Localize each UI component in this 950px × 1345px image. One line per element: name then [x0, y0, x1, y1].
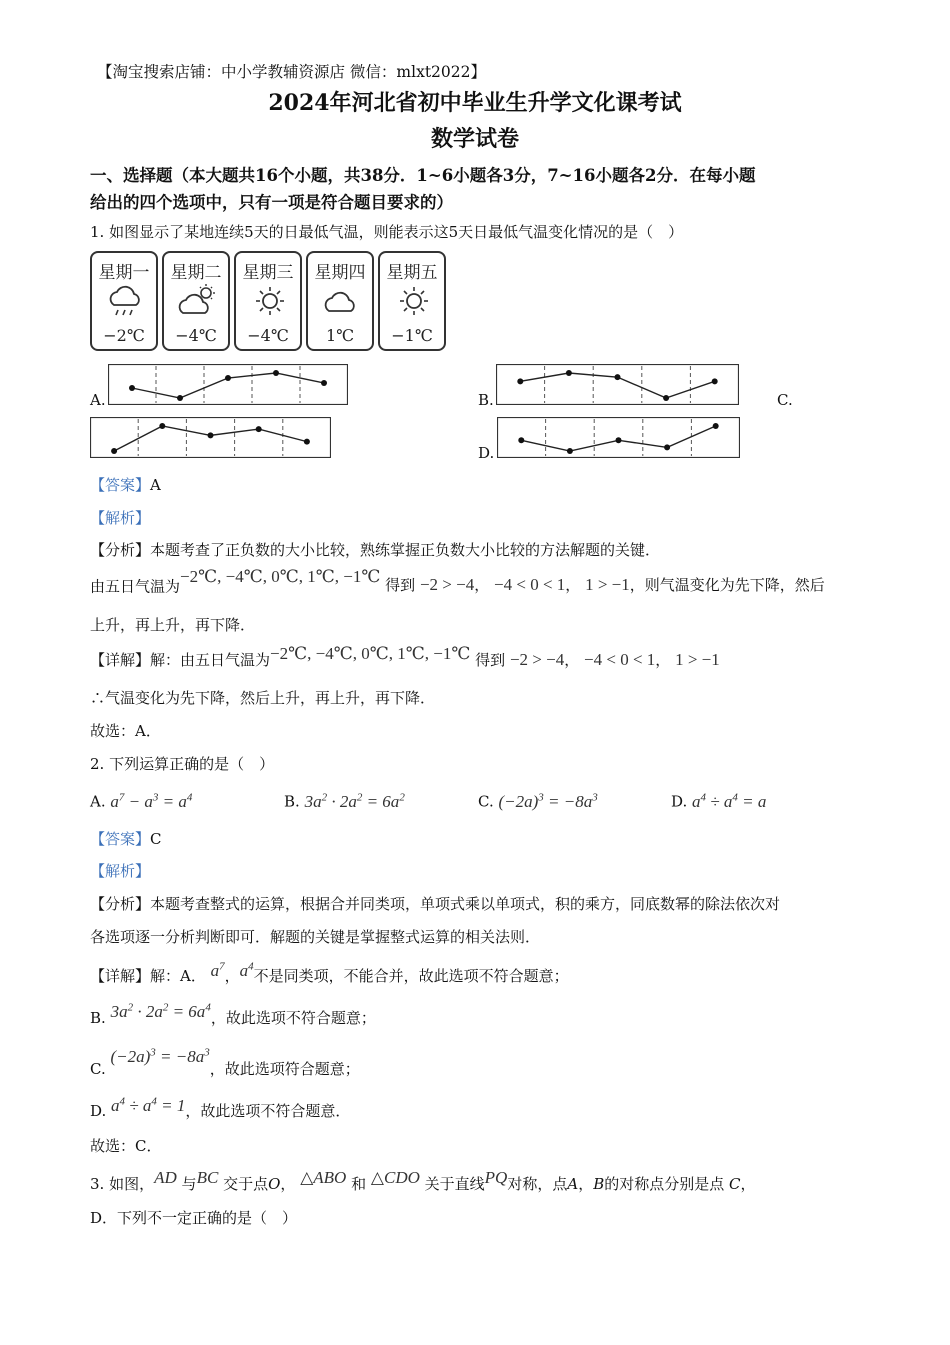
- q1-xiangjie: [90, 644, 720, 670]
- q1-option-d-label: D.: [478, 444, 495, 462]
- cloud-icon: [322, 283, 362, 319]
- text: 和: [351, 1175, 367, 1193]
- q1-option-b-label: B.: [478, 391, 494, 409]
- sun-icon: [250, 283, 290, 319]
- chart-point: [321, 380, 327, 386]
- chart-point: [518, 437, 524, 443]
- ineq-3: 1 > −1: [675, 650, 720, 669]
- chart-point: [177, 395, 183, 401]
- q2-xiangjie-b: [90, 1001, 376, 1028]
- q2-stem: 2. 下列运算正确的是（ ）: [90, 755, 275, 773]
- text: 解：由五日气温为: [150, 651, 271, 669]
- q1-option-a-label: A.: [90, 391, 106, 409]
- card-day: 星期一: [98, 263, 150, 283]
- text: 与: [181, 1175, 197, 1193]
- answer-tag: 【答案】: [90, 830, 151, 848]
- q1-option-a-chart: [108, 364, 348, 405]
- text: ，: [280, 1175, 296, 1193]
- text: 对称，点: [507, 1175, 568, 1193]
- card-day: 星期三: [242, 263, 294, 283]
- chart-point: [208, 432, 214, 438]
- ineq-1: −2 > −4: [509, 650, 565, 669]
- text: 由五日气温为: [90, 577, 181, 596]
- text: ，: [740, 1175, 756, 1193]
- chart-frame: [109, 365, 348, 405]
- q1-choose: 故选：A．: [90, 722, 161, 740]
- text: 的对称点分别是点: [604, 1175, 725, 1193]
- chart-point: [517, 378, 523, 384]
- q1-reason-line1: [90, 567, 825, 597]
- answer-tag: 【答案】: [90, 476, 151, 494]
- segment-ad: AD: [154, 1168, 177, 1187]
- triangle-cdo: △CDO: [370, 1168, 420, 1187]
- q3-stem-line1: [90, 1168, 756, 1194]
- chart-point: [566, 370, 572, 376]
- text: 交于点: [223, 1175, 269, 1193]
- card-temp: −1℃: [391, 326, 433, 345]
- comma: ，: [565, 576, 581, 594]
- point-o: O: [268, 1175, 281, 1193]
- ineq-3: 1 > −1: [585, 575, 630, 594]
- option-label: A.: [90, 792, 106, 811]
- chart-frame: [497, 365, 739, 405]
- option-label: B.: [284, 792, 300, 811]
- expr-a: $a^7 - a^3 = a^4$: [110, 791, 193, 811]
- chart-point: [663, 395, 669, 401]
- q2-analysis-tag: 【解析】: [90, 862, 151, 880]
- chart-point: [273, 370, 279, 376]
- card-temp: −4℃: [175, 326, 217, 345]
- text: ，: [578, 1175, 594, 1193]
- chart-point: [712, 378, 718, 384]
- weather-card-mon: [90, 251, 158, 351]
- q1-conclusion: ∴气温变化为先下降，然后上升，再上升，再下降．: [90, 689, 436, 707]
- q1-option-d-chart: [497, 417, 740, 458]
- comma: ，: [564, 651, 580, 669]
- option-label: B.: [90, 1009, 106, 1027]
- weather-card-tue: [162, 251, 230, 351]
- option-label: C.: [478, 792, 494, 811]
- ineq-2: −4 < 0 < 1: [584, 650, 656, 669]
- card-temp: −4℃: [247, 326, 289, 345]
- fenxi-tag: 【分析】: [90, 895, 151, 913]
- text: 不是同类项，不能合并，故此选项不符合题意；: [253, 967, 569, 985]
- q2-option-c: [478, 791, 598, 812]
- q2-choose: 故选：C．: [90, 1137, 162, 1155]
- q1-option-b-chart: [496, 364, 739, 405]
- card-day: 星期二: [170, 263, 222, 283]
- text: ，故此选项符合题意；: [209, 1060, 360, 1078]
- xiangjie-tag: 【详解】: [90, 967, 151, 985]
- card-temp: 1℃: [325, 326, 355, 345]
- exam-title: 2024年河北省初中毕业生升学文化课考试: [268, 90, 682, 116]
- weather-card-fri: [378, 251, 446, 351]
- answer-value: A: [150, 476, 161, 494]
- q1-fenxi: [90, 539, 660, 560]
- chart-point: [664, 444, 670, 450]
- text: ，故此选项不符合题意．: [185, 1102, 351, 1120]
- fenxi-text: 本题考查了正负数的大小比较，熟练掌握正负数大小比较的方法解题的关键．: [150, 541, 661, 559]
- q2-option-b: [284, 791, 405, 812]
- chart-point: [129, 385, 135, 391]
- q2-option-a: [90, 791, 192, 812]
- text: 3. 如图，: [90, 1175, 155, 1193]
- exam-subtitle: 数学试卷: [430, 126, 519, 152]
- q1-analysis-tag: 【解析】: [90, 509, 151, 527]
- expr-b: $3a^2 \cdot 2a^2 = 6a^2$: [304, 791, 405, 811]
- text: 关于直线: [424, 1175, 485, 1193]
- rain-cloud-icon: [106, 283, 146, 319]
- q2-fenxi-line1: [90, 893, 780, 914]
- section-heading-line1: 一、选择题（本大题共16个小题，共38分．1~6小题各3分，7~16小题各2分．在每小题: [90, 166, 756, 185]
- card-temp: −2℃: [103, 326, 145, 345]
- expr-c: $(-2a)^3 = -8a^3$: [498, 791, 598, 811]
- line-pq: PQ: [484, 1168, 508, 1187]
- text: ，则气温变化为先下降，然后: [629, 576, 825, 594]
- xiangjie-tag: 【详解】: [90, 651, 151, 669]
- q1-option-c-label: C.: [777, 391, 793, 409]
- chart-point: [304, 439, 310, 445]
- chart-point: [159, 423, 165, 429]
- comma: ，: [655, 651, 671, 669]
- segment-bc: BC: [196, 1168, 219, 1187]
- chart-point: [225, 375, 231, 381]
- text: 得到: [385, 576, 416, 594]
- q1-answer: [90, 474, 161, 495]
- q2-xiangjie-c: [90, 1046, 360, 1079]
- chart-point: [567, 448, 573, 454]
- section-heading-line2: 给出的四个选项中，只有一项是符合题目要求的）: [90, 193, 453, 212]
- ad-banner: 【淘宝搜索店铺：中小学教辅资源店 微信：mlxt2022】: [97, 63, 487, 81]
- temps-math: −2℃, −4℃, 0℃, 1℃, −1℃: [180, 567, 381, 586]
- q1-stem: 1. 如图显示了某地连续5天的日最低气温，则能表示这5天日最低气温变化情况的是（ ）: [90, 223, 684, 241]
- ineq-1: −2 > −4: [419, 575, 475, 594]
- temps-math: −2℃, −4℃, 0℃, 1℃, −1℃: [270, 644, 471, 663]
- expr: $a^7$: [210, 960, 225, 980]
- triangle-abo: △ABO: [300, 1168, 347, 1187]
- weather-card-wed: [234, 251, 302, 351]
- text: 解：A．: [150, 967, 206, 985]
- q2-xiangjie-d: [90, 1095, 351, 1121]
- expr: $a^4$: [239, 960, 254, 980]
- expr: $(-2a)^3 = -8a^3$: [110, 1046, 210, 1066]
- q2-option-d: [671, 791, 766, 812]
- comma: ，: [474, 576, 490, 594]
- point-c: C: [729, 1175, 741, 1193]
- q3-stem-line2: D．下列不一定正确的是（ ）: [90, 1209, 298, 1227]
- fenxi-text: 本题考查整式的运算，根据合并同类项，单项式乘以单项式，积的乘方，同底数幂的除法依次对: [150, 895, 781, 913]
- text: ，故此选项不符合题意；: [210, 1009, 376, 1027]
- expr: $3a^2 \cdot 2a^2 = 6a^4$: [110, 1001, 211, 1021]
- expr: $a^4 \div a^4 = 1$: [111, 1095, 186, 1115]
- fenxi-tag: 【分析】: [90, 541, 151, 559]
- sun-icon: [394, 283, 434, 319]
- ineq-2: −4 < 0 < 1: [494, 575, 566, 594]
- option-label: C.: [90, 1060, 106, 1078]
- chart-point: [256, 426, 262, 432]
- chart-point: [615, 374, 621, 380]
- chart-point: [713, 423, 719, 429]
- q1-reason-line2: 上升，再上升，再下降．: [90, 616, 256, 634]
- q1-option-c-chart: [90, 417, 331, 458]
- point-b: B: [593, 1175, 605, 1193]
- cloud-sun-icon: [178, 283, 218, 319]
- q2-xiangjie-a: 【详解】解：A． $a^7$，$a^4$不是同类项，不能合并，故此选项不符合题意；: [90, 960, 569, 985]
- text: 得到: [475, 651, 506, 669]
- answer-value: C: [150, 830, 162, 848]
- chart-point: [616, 437, 622, 443]
- q2-answer: [90, 828, 162, 849]
- option-label: D.: [671, 792, 688, 811]
- card-day: 星期五: [386, 263, 438, 283]
- expr-d: $a^4 \div a^4 = a$: [692, 791, 767, 811]
- point-a: A: [567, 1175, 579, 1193]
- weather-card-thu: [306, 251, 374, 351]
- option-label: D.: [90, 1102, 107, 1120]
- chart-point: [111, 448, 117, 454]
- q2-fenxi-line2: 各选项逐一分析判断即可．解题的关键是掌握整式运算的相关法则．: [90, 928, 541, 946]
- card-day: 星期四: [314, 263, 366, 283]
